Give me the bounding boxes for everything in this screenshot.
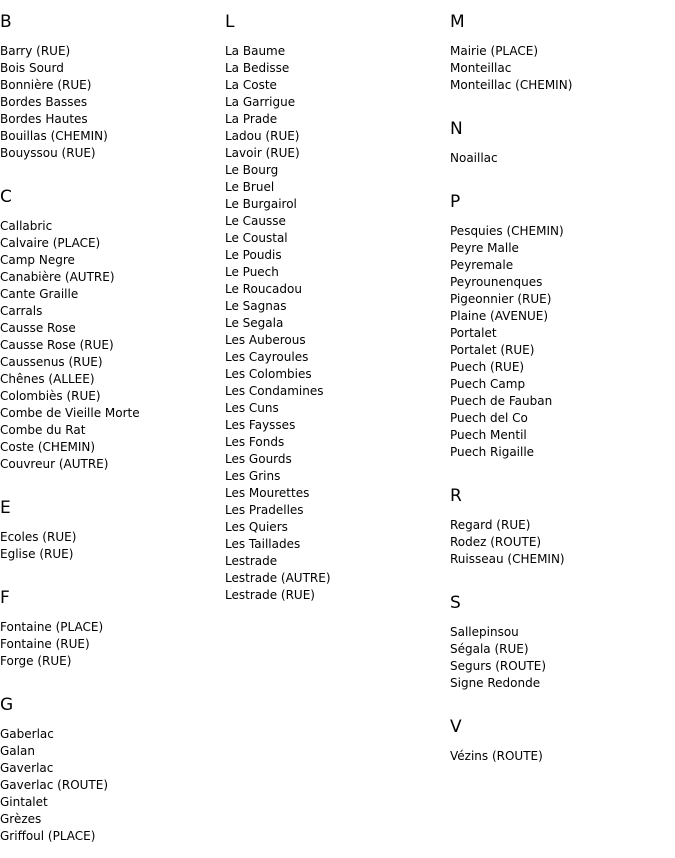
street-list: [450, 517, 565, 568]
list-item: [0, 760, 108, 777]
street-link[interactable]: Gaverlac: [0, 761, 54, 775]
street-link[interactable]: Forge (RUE): [0, 654, 72, 668]
list-item: [225, 536, 331, 553]
street-link[interactable]: Puech de Fauban: [450, 394, 553, 408]
street-link[interactable]: Carrals: [0, 304, 43, 318]
street-link[interactable]: Les Taillades: [225, 537, 301, 551]
street-list: [450, 223, 564, 461]
street-list: [0, 726, 108, 845]
street-link[interactable]: Regard (RUE): [450, 518, 531, 532]
street-link[interactable]: Le Burgairol: [225, 197, 297, 211]
street-link[interactable]: Barry (RUE): [0, 44, 71, 58]
street-link[interactable]: Griffoul (PLACE): [0, 829, 96, 843]
list-item: [225, 485, 331, 502]
street-link[interactable]: Canabière (AUTRE): [0, 270, 115, 284]
list-item: [0, 726, 108, 743]
street-link[interactable]: Le Coustal: [225, 231, 288, 245]
letter-section-f: [0, 588, 103, 670]
list-item: [225, 179, 331, 196]
list-item: [225, 77, 331, 94]
street-link[interactable]: Vézins (ROUTE): [450, 749, 543, 763]
street-link[interactable]: Grèzes: [0, 812, 42, 826]
list-item: [450, 517, 565, 534]
list-item: [450, 393, 564, 410]
street-link[interactable]: Segurs (ROUTE): [450, 659, 547, 673]
list-item: [450, 308, 564, 325]
list-item: [450, 534, 565, 551]
street-list: [0, 529, 76, 563]
street-list: [0, 619, 103, 670]
list-item: [225, 570, 331, 587]
list-item: [225, 230, 331, 247]
list-item: [0, 546, 76, 563]
list-item: [450, 410, 564, 427]
street-link[interactable]: Le Bruel: [225, 180, 275, 194]
list-item: [225, 145, 331, 162]
list-item: [225, 128, 331, 145]
list-item: [0, 145, 108, 162]
street-link[interactable]: Gaberlac: [0, 727, 54, 741]
letter-section-g: [0, 695, 108, 845]
list-item: [0, 405, 140, 422]
list-item: [450, 641, 546, 658]
list-item: [0, 252, 140, 269]
street-link[interactable]: Causse Rose (RUE): [0, 338, 114, 352]
street-link[interactable]: Bois Sourd: [0, 61, 64, 75]
list-item: [225, 519, 331, 536]
list-item: [0, 619, 103, 636]
list-item: [450, 291, 564, 308]
list-item: [225, 298, 331, 315]
list-item: [0, 422, 140, 439]
letter-section-r: [450, 486, 565, 568]
list-item: [225, 587, 331, 604]
list-item: [450, 150, 498, 167]
section-letter-heading: R: [450, 486, 462, 506]
street-link[interactable]: Ecoles (RUE): [0, 530, 77, 544]
list-item: [0, 653, 103, 670]
street-link[interactable]: Peyrounenques: [450, 275, 543, 289]
list-item: [0, 111, 108, 128]
section-letter-heading: V: [450, 717, 462, 737]
list-item: [0, 128, 108, 145]
street-link[interactable]: Lestrade: [225, 554, 278, 568]
street-link[interactable]: Le Poudis: [225, 248, 282, 262]
street-link[interactable]: Les Mourettes: [225, 486, 310, 500]
list-item: [225, 247, 331, 264]
street-link[interactable]: Le Sagnas: [225, 299, 287, 313]
street-link[interactable]: Eglise (RUE): [0, 547, 74, 561]
street-link[interactable]: Monteillac (CHEMIN): [450, 78, 573, 92]
list-item: [0, 303, 140, 320]
street-link[interactable]: Rodez (ROUTE): [450, 535, 542, 549]
street-link[interactable]: Signe Redonde: [450, 676, 541, 690]
list-item: [450, 444, 564, 461]
list-item: [225, 451, 331, 468]
street-link[interactable]: Bonnière (RUE): [0, 78, 92, 92]
list-item: [0, 794, 108, 811]
street-link[interactable]: Les Cayroules: [225, 350, 309, 364]
street-link[interactable]: Portalet: [450, 326, 497, 340]
list-item: [0, 456, 140, 473]
section-letter-heading: P: [450, 192, 461, 212]
street-link[interactable]: Ladou (RUE): [225, 129, 300, 143]
street-link[interactable]: La Garrigue: [225, 95, 296, 109]
street-link[interactable]: Monteillac: [450, 61, 512, 75]
list-item: [0, 286, 140, 303]
list-item: [225, 400, 331, 417]
street-link[interactable]: Callabric: [0, 219, 53, 233]
list-item: [0, 77, 108, 94]
street-link[interactable]: La Baume: [225, 44, 286, 58]
section-letter-heading: E: [0, 498, 11, 518]
letter-section-m: [450, 12, 572, 94]
list-item: [225, 43, 331, 60]
list-item: [450, 274, 564, 291]
list-item: [450, 60, 572, 77]
letter-section-e: [0, 498, 76, 563]
street-link[interactable]: Bordes Basses: [0, 95, 88, 109]
list-item: [225, 417, 331, 434]
street-link[interactable]: Puech Camp: [450, 377, 526, 391]
list-item: [0, 388, 140, 405]
letter-section-l: [225, 12, 331, 604]
list-item: [225, 553, 331, 570]
street-link[interactable]: La Bedisse: [225, 61, 290, 75]
street-link[interactable]: Camp Negre: [0, 253, 75, 267]
street-link[interactable]: Mairie (PLACE): [450, 44, 539, 58]
street-link[interactable]: Le Puech: [225, 265, 279, 279]
street-link[interactable]: Cante Graille: [0, 287, 79, 301]
street-link[interactable]: Portalet (RUE): [450, 343, 535, 357]
street-link[interactable]: Peyre Malle: [450, 241, 519, 255]
list-item: [225, 434, 331, 451]
list-item: [225, 366, 331, 383]
street-link[interactable]: Combe du Rat: [0, 423, 86, 437]
street-link[interactable]: Bordes Hautes: [0, 112, 88, 126]
list-item: [0, 43, 108, 60]
list-item: [0, 94, 108, 111]
street-link[interactable]: Bouyssou (RUE): [0, 146, 96, 160]
street-link[interactable]: Lavoir (RUE): [225, 146, 300, 160]
street-link[interactable]: Colombiès (RUE): [0, 389, 101, 403]
letter-section-s: [450, 593, 546, 692]
list-item: [450, 748, 543, 765]
street-list: [0, 43, 108, 162]
street-list: [225, 43, 331, 604]
list-item: [225, 264, 331, 281]
list-item: [450, 223, 564, 240]
street-link[interactable]: Les Auberous: [225, 333, 306, 347]
list-item: [450, 257, 564, 274]
list-item: [225, 94, 331, 111]
street-link[interactable]: Les Quiers: [225, 520, 288, 534]
street-link[interactable]: Le Bourg: [225, 163, 279, 177]
street-link[interactable]: Les Fonds: [225, 435, 285, 449]
list-item: [0, 743, 108, 760]
street-link[interactable]: Fontaine (PLACE): [0, 620, 104, 634]
letter-section-v: [450, 717, 543, 765]
list-item: [225, 315, 331, 332]
list-item: [0, 320, 140, 337]
list-item: [225, 468, 331, 485]
list-item: [0, 269, 140, 286]
street-link[interactable]: Puech Rigaille: [450, 445, 535, 459]
section-letter-heading: F: [0, 588, 10, 608]
street-link[interactable]: Ségala (RUE): [450, 642, 529, 656]
street-link[interactable]: Galan: [0, 744, 35, 758]
list-item: [0, 337, 140, 354]
street-link[interactable]: La Coste: [225, 78, 277, 92]
list-item: [450, 359, 564, 376]
list-item: [225, 213, 331, 230]
street-link[interactable]: Sallepinsou: [450, 625, 519, 639]
list-item: [450, 43, 572, 60]
street-link[interactable]: Puech Mentil: [450, 428, 527, 442]
list-item: [225, 196, 331, 213]
section-letter-heading: M: [450, 12, 465, 32]
section-letter-heading: L: [225, 12, 235, 32]
list-item: [450, 240, 564, 257]
street-link[interactable]: Caussenus (RUE): [0, 355, 103, 369]
street-link[interactable]: Le Causse: [225, 214, 286, 228]
street-link[interactable]: Les Grins: [225, 469, 281, 483]
list-item: [0, 218, 140, 235]
street-link[interactable]: Coste (CHEMIN): [0, 440, 96, 454]
letter-section-n: [450, 119, 498, 167]
list-item: [0, 235, 140, 252]
street-link[interactable]: Les Cuns: [225, 401, 279, 415]
list-item: [0, 811, 108, 828]
list-item: [225, 60, 331, 77]
street-link[interactable]: Couvreur (AUTRE): [0, 457, 109, 471]
street-list: [0, 218, 140, 473]
street-link[interactable]: Les Gourds: [225, 452, 292, 466]
street-link[interactable]: Lestrade (RUE): [225, 588, 315, 602]
street-link[interactable]: Gintalet: [0, 795, 48, 809]
list-item: [450, 551, 565, 568]
list-item: [0, 354, 140, 371]
street-link[interactable]: Pesquies (CHEMIN): [450, 224, 564, 238]
letter-section-p: [450, 192, 564, 461]
list-item: [0, 60, 108, 77]
street-link[interactable]: Pigeonnier (RUE): [450, 292, 552, 306]
street-link[interactable]: Le Segala: [225, 316, 284, 330]
street-link[interactable]: Plaine (AVENUE): [450, 309, 548, 323]
street-link[interactable]: Peyremale: [450, 258, 514, 272]
letter-section-b: [0, 12, 108, 162]
list-item: [450, 77, 572, 94]
list-item: [0, 371, 140, 388]
street-link[interactable]: Causse Rose: [0, 321, 76, 335]
list-item: [450, 376, 564, 393]
list-item: [225, 332, 331, 349]
street-list: [450, 43, 572, 94]
section-letter-heading: S: [450, 593, 461, 613]
list-item: [225, 111, 331, 128]
street-list: [450, 624, 546, 692]
list-item: [450, 342, 564, 359]
street-link[interactable]: Ruisseau (CHEMIN): [450, 552, 565, 566]
list-item: [450, 427, 564, 444]
letter-section-c: [0, 187, 140, 473]
section-letter-heading: N: [450, 119, 463, 139]
street-link[interactable]: Les Faysses: [225, 418, 296, 432]
section-letter-heading: G: [0, 695, 14, 715]
street-link[interactable]: Puech (RUE): [450, 360, 525, 374]
list-item: [450, 658, 546, 675]
street-link[interactable]: Puech del Co: [450, 411, 528, 425]
list-item: [225, 502, 331, 519]
list-item: [0, 439, 140, 456]
section-letter-heading: C: [0, 187, 12, 207]
list-item: [450, 624, 546, 641]
street-link[interactable]: Le Roucadou: [225, 282, 302, 296]
street-list: [450, 150, 498, 167]
list-item: [225, 383, 331, 400]
list-item: [225, 162, 331, 179]
list-item: [0, 636, 103, 653]
street-link[interactable]: Les Pradelles: [225, 503, 304, 517]
street-link[interactable]: La Prade: [225, 112, 278, 126]
street-link[interactable]: Bouillas (CHEMIN): [0, 129, 108, 143]
street-link[interactable]: Les Colombies: [225, 367, 312, 381]
list-item: [0, 529, 76, 546]
list-item: [450, 675, 546, 692]
list-item: [225, 281, 331, 298]
street-link[interactable]: Combe de Vieille Morte: [0, 406, 140, 420]
street-link[interactable]: Chênes (ALLEE): [0, 372, 95, 386]
section-letter-heading: B: [0, 12, 12, 32]
street-link[interactable]: Lestrade (AUTRE): [225, 571, 331, 585]
street-link[interactable]: Fontaine (RUE): [0, 637, 90, 651]
street-link[interactable]: Les Condamines: [225, 384, 324, 398]
list-item: [0, 777, 108, 794]
list-item: [0, 828, 108, 845]
street-link[interactable]: Noaillac: [450, 151, 498, 165]
list-item: [225, 349, 331, 366]
street-list: [450, 748, 543, 765]
street-link[interactable]: Calvaire (PLACE): [0, 236, 101, 250]
street-link[interactable]: Gaverlac (ROUTE): [0, 778, 109, 792]
list-item: [450, 325, 564, 342]
